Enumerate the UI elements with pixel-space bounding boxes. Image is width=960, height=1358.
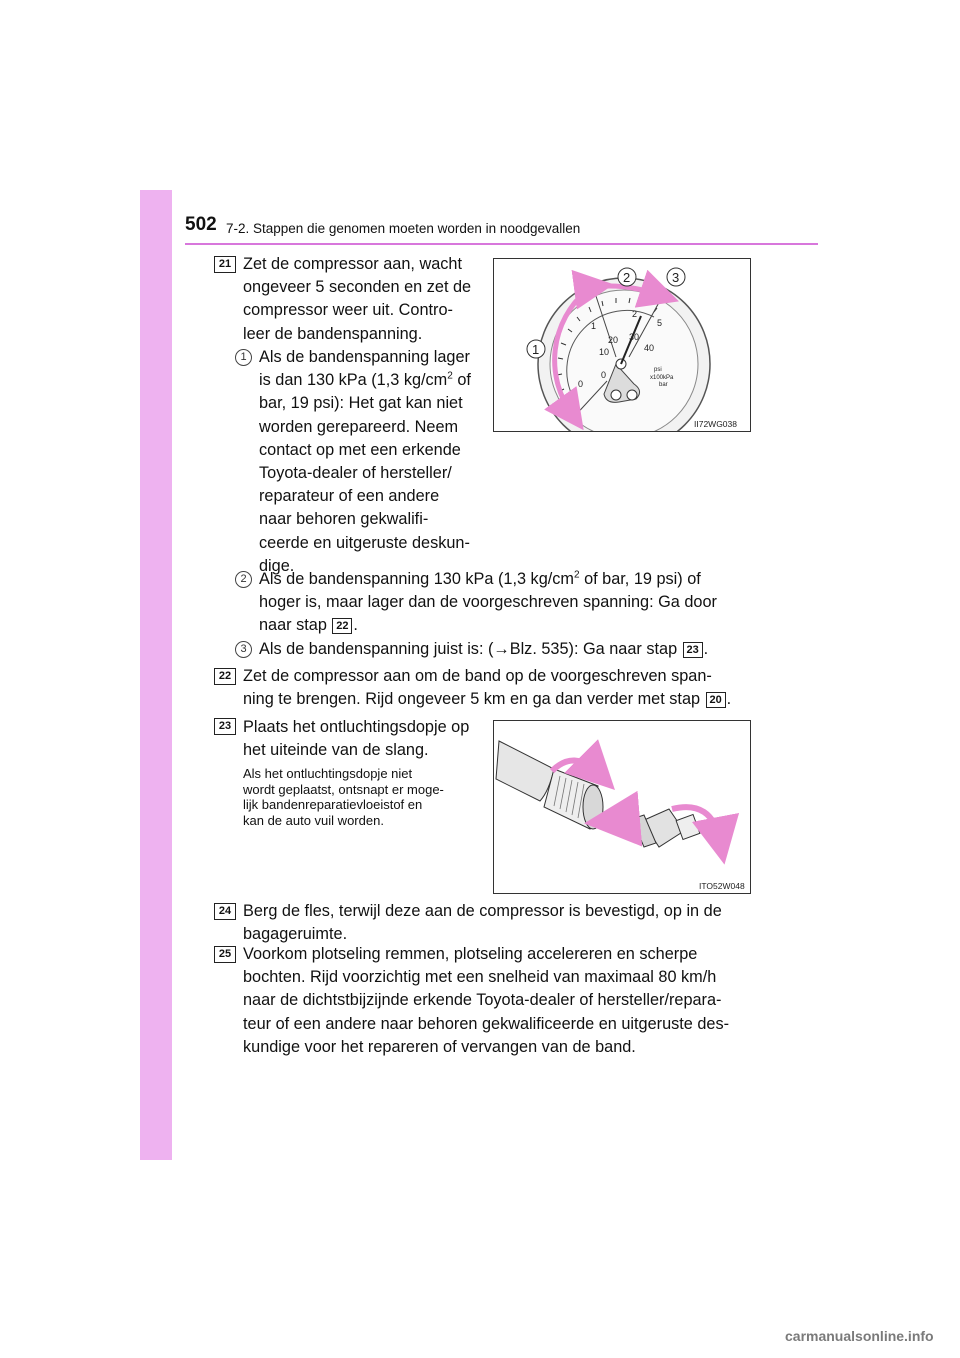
text-line: compressor weer uit. Contro-: [243, 301, 453, 320]
text-line: worden gerepareerd. Neem: [259, 417, 459, 436]
step-number-25: 25: [214, 946, 236, 963]
step-22-text: [243, 665, 747, 711]
text-line: naar de dichtstbijzijnde erkende Toyota-dealer of hersteller/repara-: [243, 991, 722, 1010]
step-24-text: [243, 900, 747, 946]
scale-label: 0: [578, 379, 584, 389]
scale-label: 2: [632, 309, 638, 319]
text-line: het uiteinde van de slang.: [243, 741, 429, 760]
sub-3-text: Als de bandenspanning juist is: (→Blz. 535): Ga naar stap 23 .: [259, 640, 709, 658]
step-ref-20[interactable]: 20: [706, 692, 726, 708]
header-rule: [185, 243, 818, 245]
page-number: 502: [185, 214, 217, 235]
unit-label: psi: [654, 367, 662, 373]
sub-marker-3: 3: [235, 641, 252, 658]
sub-marker-1: 1: [235, 349, 252, 366]
step-23-note: [243, 766, 477, 828]
text-line: reparateur of een andere: [259, 487, 440, 506]
text-line: is dan 130 kPa (1,3 $kg/cm^2$ of: [259, 370, 471, 390]
pressure-gauge-figure: [493, 258, 751, 432]
text-line: naar stap 22 .: [259, 616, 358, 635]
text-line: teur of een andere naar behoren gekwalificeerde en uitgeruste des-: [243, 1014, 730, 1033]
text-line: bar, 19 psi): Het gat kan niet: [259, 394, 463, 413]
air-bleed-cap-figure: [493, 720, 751, 894]
step-23-text: [243, 716, 477, 762]
watermark[interactable]: carmanualsonline.info: [785, 1328, 934, 1344]
text-line: kundige voor het repareren of vervangen van de band.: [243, 1037, 636, 1056]
text-line: dige.: [259, 556, 295, 575]
step-21-text: [243, 253, 477, 346]
step-ref-22[interactable]: 22: [332, 618, 352, 634]
text-line: Berg de fles, terwijl deze aan de compressor is bevestigd, op in de: [243, 902, 722, 920]
text-line: hoger is, maar lager dan de voorgeschreven spanning: Ga door: [259, 593, 717, 612]
text-line: ongeveer 5 seconden en zet de: [243, 278, 472, 297]
text-line: ceerde en uitgeruste deskun-: [259, 533, 470, 552]
chapter-title: 7-2. Stappen die genomen moeten worden in noodgevallen: [226, 221, 581, 236]
sub-1-text: [259, 346, 477, 578]
text-line: Als de bandenspanning lager: [259, 348, 470, 366]
text-line: Toyota-dealer of hersteller/: [259, 464, 452, 483]
scale-label: 0: [601, 370, 607, 380]
scale-label: 40: [644, 343, 655, 353]
step-number-24: 24: [214, 903, 236, 920]
text-line: Voorkom plotseling remmen, plotseling accelereren en scherpe: [243, 945, 698, 963]
step-number-22: 22: [214, 668, 236, 685]
chapter-sidebar-tab: [140, 190, 172, 1160]
scale-label: 1: [591, 321, 597, 331]
step-number-21: 21: [214, 256, 236, 273]
page-reference-link[interactable]: Blz. 535): Ga naar stap: [509, 640, 678, 658]
text-line: Zet de compressor aan om de band op de voorgeschreven span-: [243, 667, 712, 685]
note-line: kan de auto vuil worden.: [243, 812, 384, 828]
step-ref-23[interactable]: 23: [683, 642, 703, 658]
callout-2: 2: [623, 270, 631, 285]
arrow-icon: →: [493, 640, 510, 658]
note-line: Als het ontluchtingsdopje niet: [243, 766, 413, 781]
text-line: Plaats het ontluchtingsdopje op: [243, 718, 470, 736]
figure-code: II72WG038: [694, 419, 737, 429]
note-line: lijk bandenreparatievloeistof en: [243, 797, 423, 813]
callout-3: 3: [672, 270, 680, 285]
note-line: wordt geplaatst, ontsnapt er moge-: [243, 781, 444, 797]
step-25-text: [243, 943, 747, 1059]
unit-label: bar: [659, 382, 668, 388]
text-line: naar behoren gekwalifi-: [259, 510, 429, 529]
scale-label: 5: [657, 318, 663, 328]
unit-label: x100kPa: [650, 375, 674, 381]
step-number-23: 23: [214, 718, 236, 735]
text-line: bochten. Rijd voorzichtig met een snelheid van maximaal 80 km/h: [243, 968, 717, 987]
scale-label: 20: [608, 335, 619, 345]
text-line: contact op met een erkende: [259, 440, 461, 459]
text-line: Als de bandenspanning 130 kPa (1,3 $kg/cm^2$ of bar, 19 psi) of: [259, 569, 701, 588]
scale-label: 30: [629, 332, 640, 342]
text-line: bagageruimte.: [243, 925, 348, 944]
text-line: Zet de compressor aan, wacht: [243, 255, 462, 273]
air-bleed-cap-illustration: [494, 721, 750, 893]
pressure-gauge-illustration: [494, 259, 750, 431]
sub-2-text: [259, 568, 747, 638]
text-line: ning te brengen. Rijd ongeveer 5 km en ga dan verder met stap 20 .: [243, 690, 732, 709]
scale-label: 10: [599, 347, 610, 357]
sub-marker-2: 2: [235, 571, 252, 588]
figure-code: ITO52W048: [699, 881, 745, 891]
text-line: leer de bandenspanning.: [243, 324, 423, 343]
callout-1: 1: [532, 342, 540, 357]
